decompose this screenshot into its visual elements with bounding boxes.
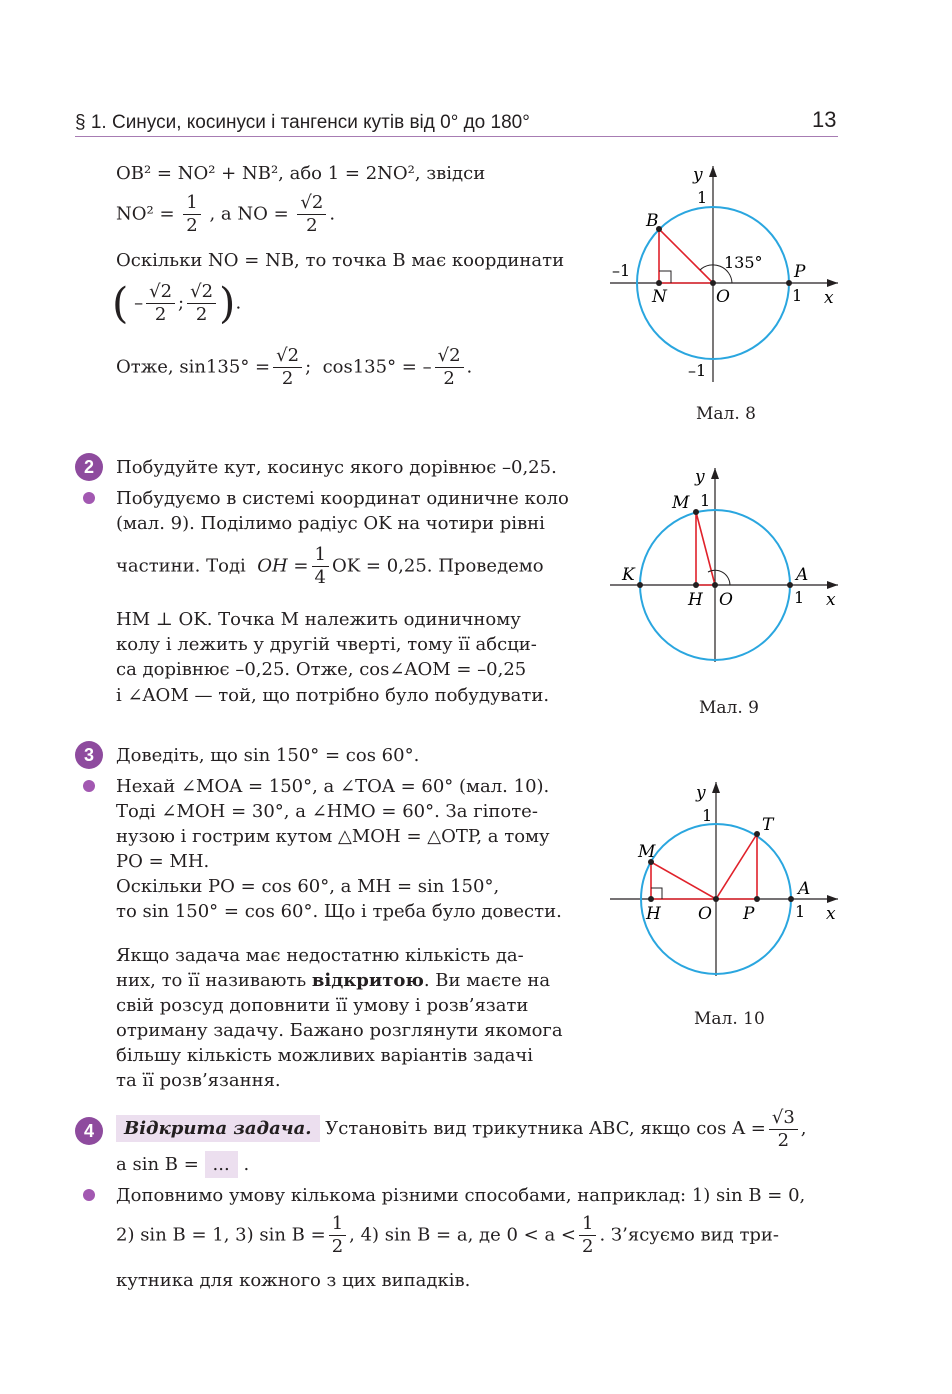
- problem-2-solution-line-5: колу і лежить у другій чверті, тому її абсци-: [116, 634, 537, 655]
- fig8-label-y: y: [693, 165, 703, 185]
- equation-line-1: OB² = NO² + NB², або 1 = 2NO², звідси: [116, 163, 486, 184]
- term-open: відкритою: [311, 970, 424, 991]
- fig8-label-B: B: [646, 211, 659, 231]
- fig9-label-one-y: 1: [700, 491, 711, 510]
- result-line: Отже, sin135° = $\frac{√2}{2}$ ; cos135° = – $\frac{√2}{2}$ .: [116, 345, 473, 389]
- figure-8-caption: Мал. 8: [696, 404, 756, 424]
- problem-3-line-4: PO = MH.: [116, 851, 210, 872]
- open-note-line-1: Якщо задача має недостатню кількість да-: [116, 945, 524, 966]
- fig8-label-x: x: [824, 288, 834, 308]
- problem-2-solution-line-2: (мал. 9). Поділимо радіус OK на чотири рівні: [116, 513, 545, 534]
- fig9-label-one-x: 1: [794, 588, 805, 607]
- problem-2-badge: 2: [75, 453, 103, 481]
- fig10-label-x: x: [826, 904, 836, 924]
- open-note-line-3: свій розсуд доповнити її умову і розв’язати: [116, 995, 529, 1016]
- problem-3-statement: Доведіть, що sin 150° = cos 60°.: [116, 745, 420, 766]
- header-rule: [75, 136, 838, 137]
- figure-10: [600, 776, 845, 1001]
- problem-3-line-3: нузою і гострим кутом △MOH = △OTP, а тому: [116, 826, 550, 847]
- problem-2-statement: Побудуйте кут, косинус якого дорівнює –0,25.: [116, 457, 557, 478]
- problem-2-solution-line-7: і ∠AOM — той, що потрібно було побудувати.: [116, 685, 550, 706]
- fig10-label-y: y: [696, 783, 706, 803]
- problem-2-solution-line-6: са дорівнює –0,25. Отже, cos∠AOM = –0,25: [116, 659, 527, 680]
- problem-2-solution-line-3: частини. Тоді OH = $\frac{1}{4}$ OK = 0,25. Проведемо: [116, 544, 544, 588]
- fig10-label-M: M: [638, 842, 656, 862]
- fig10-label-A: A: [798, 879, 811, 899]
- fig8-label-minus-one-y: –1: [688, 361, 707, 380]
- problem-3-badge: 3: [75, 741, 103, 769]
- open-note-line-4: отриману задачу. Бажано розглянути якомога: [116, 1020, 563, 1041]
- fraction-sqrt3-half: $\frac{√3}{2}$: [769, 1107, 798, 1152]
- figure-8: [600, 160, 845, 390]
- solution-3-bullet: [83, 780, 95, 792]
- fig8-label-O: O: [716, 287, 730, 307]
- fig10-label-one-x: 1: [795, 902, 806, 921]
- fig9-label-M: M: [672, 493, 690, 513]
- problem-4-statement: Відкрита задача. Установіть вид трикутника ABC, якщо cos A = $\frac{√3}{2}$ ,: [116, 1104, 807, 1154]
- fig10-label-H: H: [646, 904, 661, 924]
- page-number: 13: [812, 107, 837, 132]
- fig9-label-K: K: [622, 565, 635, 585]
- open-note-line-2: них, то її називають відкритою. Ви маєте на: [116, 970, 551, 991]
- coordinates-expression: ( – $\frac{√2}{2}$ ; $\frac{√2}{2}$ ).: [112, 278, 242, 328]
- equation-line-2: NO² = $\frac{1}{2}$ , а NO = $\frac{√2}{2}$ .: [116, 192, 336, 236]
- problem-2-solution-line-4: HM ⊥ OK. Точка M належить одиничному: [116, 609, 521, 630]
- fig8-label-P: P: [794, 262, 806, 282]
- fig9-label-x: x: [826, 590, 836, 610]
- figure-9-caption: Мал. 9: [699, 698, 759, 718]
- problem-3-line-6: то sin 150° = cos 60°. Що і треба було довести.: [116, 901, 562, 922]
- fig10-label-T: T: [762, 815, 774, 835]
- problem-3-line-2: Тоді ∠MOH = 30°, а ∠HMO = 60°. За гіпоте-: [116, 801, 538, 822]
- fraction-one-quarter: $\frac{1}{4}$: [312, 544, 329, 589]
- fig8-label-N: N: [652, 287, 667, 307]
- problem-4-line-2: а sin B = ... .: [116, 1152, 249, 1177]
- open-note-line-5: більшу кількість можливих варіантів задачі: [116, 1045, 533, 1066]
- fig8-label-one-x: 1: [792, 286, 803, 305]
- fig9-label-A: A: [796, 565, 809, 585]
- fig8-label-angle: 135°: [724, 253, 763, 272]
- open-task-tag: Відкрита задача.: [116, 1115, 320, 1142]
- running-header: § 1. Синуси, косинуси і тангенси кутів від 0° до 180°: [75, 112, 530, 133]
- conjunction: , а: [209, 203, 232, 225]
- problem-4-solution-line-3: кутника для кожного з цих випадків.: [116, 1270, 471, 1291]
- solution-2-bullet: [83, 492, 95, 504]
- blank-placeholder: ...: [205, 1151, 238, 1178]
- fig10-label-P: P: [743, 904, 755, 924]
- fig10-label-O: O: [698, 904, 712, 924]
- problem-4-solution-line-1: Доповнимо умову кількома різними способами, наприклад: 1) sin B = 0,: [116, 1185, 806, 1206]
- figure-10-caption: Мал. 10: [694, 1009, 765, 1029]
- fig9-label-y: y: [695, 467, 705, 487]
- problem-2-solution-line-1: Побудуємо в системі координат одиничне коло: [116, 488, 569, 509]
- no-squared-label: NO² =: [116, 203, 175, 225]
- fig8-label-one-y: 1: [697, 188, 708, 207]
- fig9-label-O: O: [719, 590, 733, 610]
- coordinates-sentence: Оскільки NO = NB, то точка B має координати: [116, 250, 565, 271]
- fig9-label-H: H: [688, 590, 703, 610]
- open-note-line-6: та її розв’язання.: [116, 1070, 281, 1091]
- fraction-sqrt2-half: $\frac{√2}{2}$: [297, 192, 326, 237]
- problem-4-solution-line-2: 2) sin B = 1, 3) sin B = $\frac{1}{2}$ , 4) sin B = a, де 0 < a < $\frac{1}{2}$ . З’ясуємо вид три-: [116, 1213, 780, 1257]
- fig10-label-one-y: 1: [702, 806, 713, 825]
- fraction-one-half: $\frac{1}{2}$: [183, 192, 200, 237]
- no-label: NO =: [237, 203, 289, 225]
- figure-9: [600, 462, 845, 687]
- problem-3-line-5: Оскільки PO = cos 60°, а MH = sin 150°,: [116, 876, 500, 897]
- solution-4-bullet: [83, 1189, 95, 1201]
- problem-3-line-1: Нехай ∠MOA = 150°, а ∠TOA = 60° (мал. 10).: [116, 776, 550, 797]
- problem-4-badge: 4: [75, 1117, 103, 1145]
- fig8-label-minus-one-x: –1: [612, 261, 631, 280]
